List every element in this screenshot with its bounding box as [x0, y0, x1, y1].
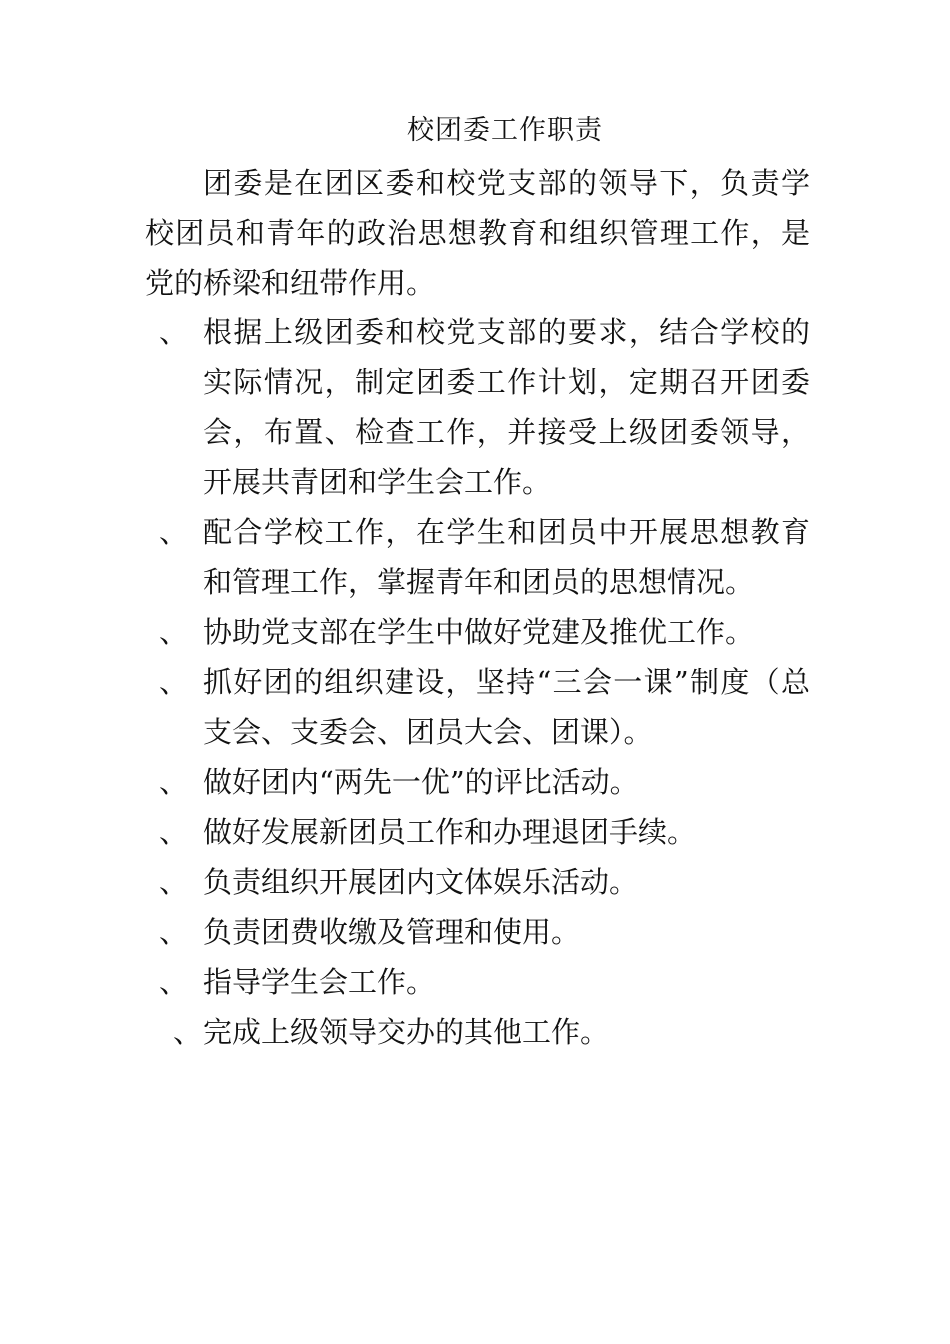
- duty-item-1: [145, 307, 810, 507]
- duty-item-6: [145, 807, 810, 857]
- list-marker: 、: [159, 665, 189, 699]
- duty-item-2: [145, 507, 810, 607]
- duty-list: [145, 307, 810, 1057]
- duty-item-5: [145, 757, 810, 807]
- list-marker: 、: [159, 765, 189, 799]
- list-marker: 、: [159, 815, 189, 849]
- list-marker: 、: [159, 315, 189, 349]
- list-marker: 、: [159, 515, 189, 549]
- list-marker: 、: [159, 615, 189, 649]
- duty-text: 做好团内“两先一优”的评比活动。: [203, 765, 639, 799]
- duty-text: 负责组织开展团内文体娱乐活动。: [203, 865, 639, 899]
- document-title: 校团委工作职责: [407, 115, 603, 146]
- duty-text: 抓好团的组织建设，坚持“三会一课”制度（总支会、支委会、团员大会、团课）。: [203, 665, 810, 749]
- duty-text: 根据上级团委和校党支部的要求，结合学校的实际情况，制定团委工作计划，定期召开团委会，布置、检查工作，并接受上级团委领导，开展共青团和学生会工作。: [203, 315, 810, 499]
- intro-paragraph: 团委是在团区委和校党支部的领导下，负责学校团员和青年的政治思想教育和组织管理工作，是党的桥梁和纽带作用。: [145, 166, 810, 300]
- duty-text: 负责团费收缴及管理和使用。: [203, 915, 581, 949]
- duty-item-4: [145, 657, 810, 757]
- duty-text: 完成上级领导交办的其他工作。: [203, 1015, 610, 1049]
- duty-item-7: [145, 857, 810, 907]
- duty-text: 做好发展新团员工作和办理退团手续。: [203, 815, 697, 849]
- duty-item-8: [145, 907, 810, 957]
- list-marker: 、: [159, 965, 189, 999]
- duty-item-9: [145, 957, 810, 1007]
- duty-text: 协助党支部在学生中做好党建及推优工作。: [203, 615, 755, 649]
- list-marker: 、: [159, 915, 189, 949]
- duty-item-3: [145, 607, 810, 657]
- duty-text: 配合学校工作，在学生和团员中开展思想教育和管理工作，掌握青年和团员的思想情况。: [203, 515, 810, 599]
- duty-item-10: [145, 1007, 810, 1057]
- list-marker: 、: [173, 1015, 203, 1049]
- duty-text: 指导学生会工作。: [203, 965, 436, 999]
- list-marker: 、: [159, 865, 189, 899]
